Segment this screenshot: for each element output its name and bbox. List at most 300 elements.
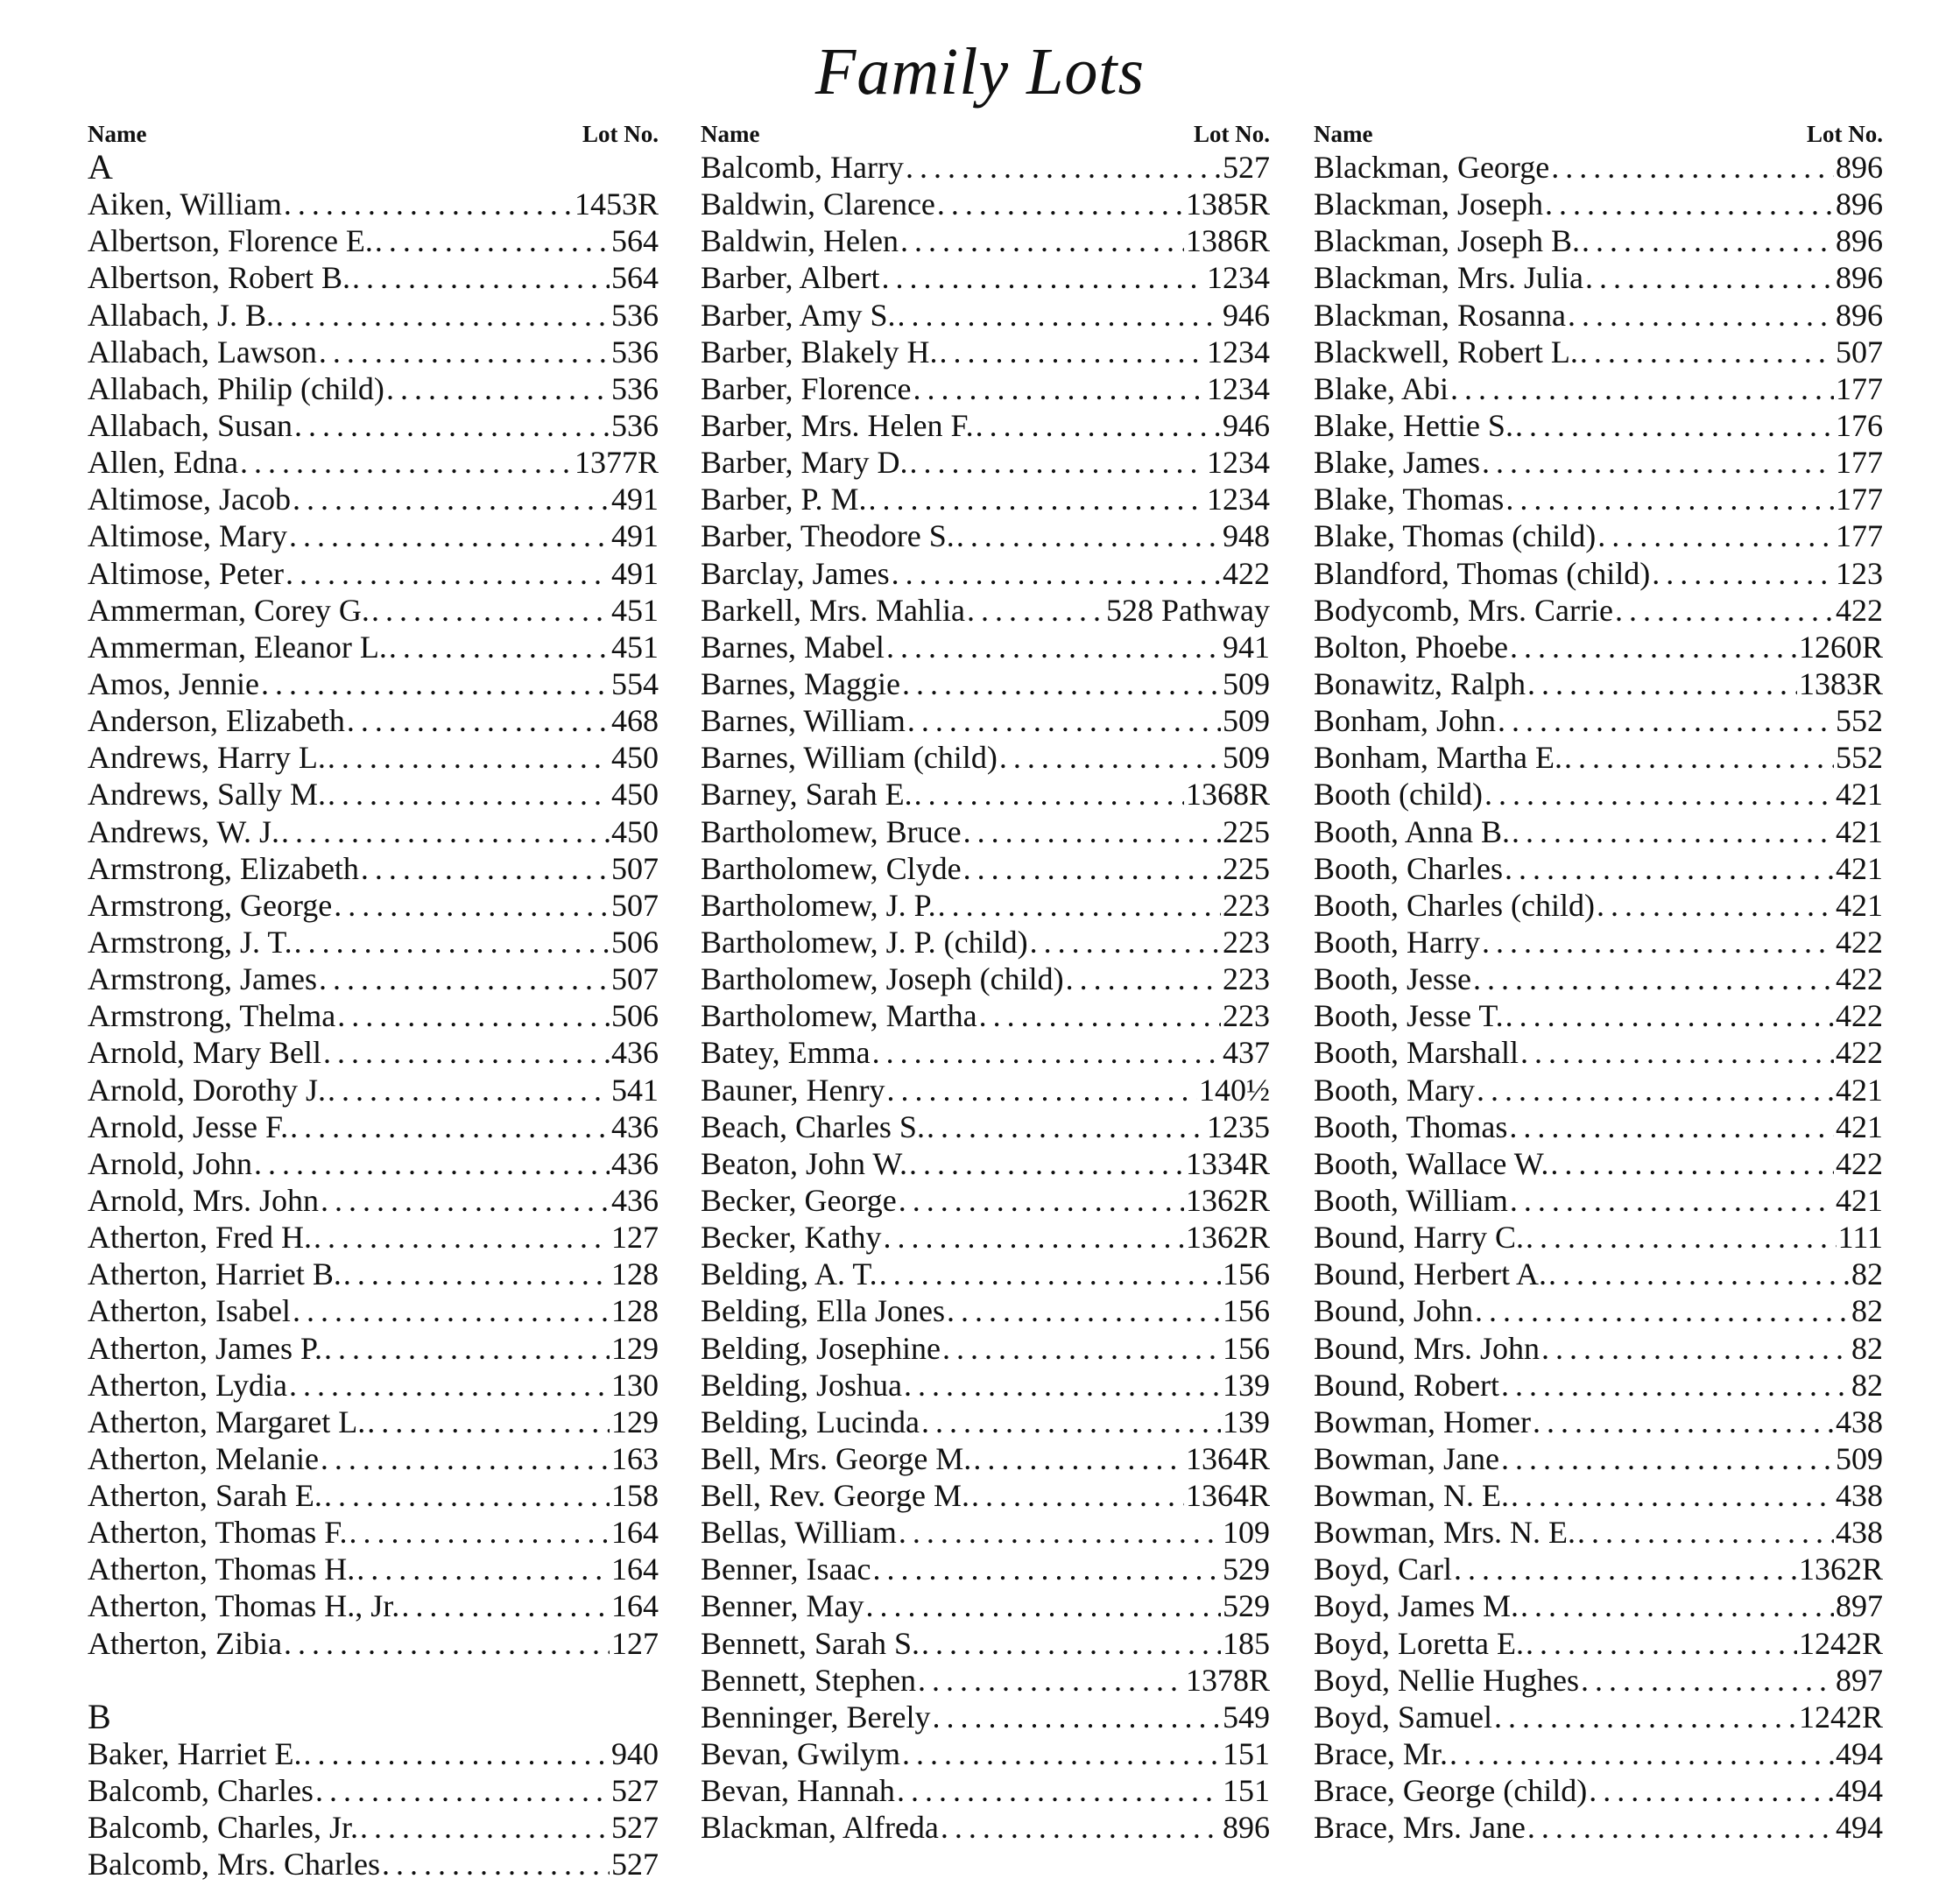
- entry-name: Boyd, Loretta E.: [1314, 1625, 1524, 1661]
- entry-name: Bell, Rev. George M.: [701, 1478, 969, 1514]
- dot-leader: [1510, 1182, 1834, 1219]
- entry-name: Booth, William: [1314, 1182, 1508, 1218]
- dot-leader: [976, 407, 1221, 444]
- entry-name: Bound, Harry C.: [1314, 1220, 1524, 1256]
- entry-name: Barber, Theodore S.: [701, 518, 955, 554]
- list-item: [1314, 1367, 1883, 1404]
- dot-leader: [290, 1108, 610, 1145]
- entry-lot-number: 437: [1223, 1035, 1270, 1071]
- entry-name: Bartholomew, Bruce: [701, 813, 962, 849]
- dot-leader: [939, 334, 1205, 370]
- dot-leader: [349, 1514, 610, 1551]
- entry-lot-number: 507: [1836, 334, 1883, 369]
- dot-leader: [1533, 1404, 1834, 1440]
- entry-lot-number: 139: [1223, 1367, 1270, 1403]
- dot-leader: [971, 1477, 1184, 1514]
- dot-leader: [1511, 1477, 1834, 1514]
- entry-name: Bound, Mrs. John: [1314, 1330, 1541, 1366]
- entry-name: Barnes, Maggie: [701, 665, 900, 701]
- entry-lot-number: 1234: [1207, 370, 1270, 406]
- entry-name: Bonham, Martha E.: [1314, 740, 1562, 776]
- dot-leader: [869, 481, 1205, 517]
- entry-name: Batey, Emma: [701, 1035, 871, 1071]
- entry-lot-number: 1364R: [1185, 1478, 1270, 1514]
- list-item: [701, 1292, 1270, 1329]
- list-item: [88, 1034, 659, 1071]
- list-item: [1314, 481, 1883, 517]
- dot-leader: [367, 1404, 610, 1440]
- list-item: [1314, 1809, 1883, 1846]
- list-item: [88, 1735, 659, 1772]
- list-item: [1314, 370, 1883, 407]
- list-item: [88, 222, 659, 259]
- dot-leader: [294, 924, 610, 961]
- entry-name: Barber, Mrs. Helen F.: [701, 407, 974, 443]
- dot-leader: [1509, 1108, 1834, 1145]
- entry-lot-number: 1453R: [574, 186, 659, 222]
- entry-name: Allabach, Philip (child): [88, 370, 384, 406]
- entry-name: Bartholomew, Clyde: [701, 850, 962, 886]
- entry-lot-number: 1362R: [1798, 1552, 1883, 1587]
- dot-leader: [1589, 1772, 1834, 1809]
- dot-leader: [937, 186, 1184, 222]
- entry-lot-number: 139: [1223, 1404, 1270, 1439]
- entry-lot-number: 422: [1836, 1145, 1883, 1181]
- dot-leader: [1527, 665, 1797, 702]
- list-item: [701, 1072, 1270, 1108]
- entry-name: Allen, Edna: [88, 445, 238, 481]
- entry-name: Belding, Josephine: [701, 1330, 941, 1366]
- entry-name: Booth, Mary: [1314, 1072, 1475, 1108]
- page-title: Family Lots: [814, 35, 1146, 109]
- entry-lot-number: 223: [1223, 887, 1270, 923]
- entry-lot-number: 156: [1223, 1256, 1270, 1292]
- section-spacer: [88, 1662, 659, 1699]
- entry-name: Bowman, Mrs. N. E.: [1314, 1515, 1576, 1551]
- dot-leader: [1564, 739, 1834, 776]
- entry-name: Bartholomew, J. P.: [701, 887, 936, 923]
- section-letter: B: [88, 1696, 111, 1736]
- list-item: [701, 186, 1270, 222]
- dot-leader: [323, 1034, 610, 1071]
- entry-name: Blackman, George: [1314, 150, 1550, 185]
- entry-name: Booth, Charles: [1314, 850, 1503, 886]
- entry-name: Bell, Mrs. George M.: [701, 1440, 972, 1476]
- list-item: [701, 1367, 1270, 1404]
- entry-lot-number: 541: [611, 1072, 659, 1108]
- dot-leader: [1526, 1219, 1837, 1256]
- dot-leader: [303, 1735, 610, 1772]
- entry-name: Beaton, John W.: [701, 1145, 908, 1181]
- entry-lot-number: 1377R: [574, 445, 659, 481]
- entry-lot-number: 451: [611, 592, 659, 628]
- entry-lot-number: 129: [611, 1330, 659, 1366]
- dot-leader: [1501, 1367, 1850, 1404]
- list-item: [88, 1625, 659, 1662]
- entry-lot-number: 509: [1223, 703, 1270, 739]
- entry-lot-number: 163: [611, 1440, 659, 1476]
- entry-name: Bolton, Phoebe: [1314, 629, 1508, 665]
- dot-leader: [1510, 629, 1797, 665]
- entry-name: Barber, Albert: [701, 260, 880, 296]
- list-item: [701, 997, 1270, 1034]
- entry-name: Benner, May: [701, 1588, 864, 1624]
- column-2: [701, 119, 1270, 1846]
- dot-leader: [956, 517, 1221, 554]
- entry-lot-number: 948: [1223, 518, 1270, 554]
- list-item: [88, 481, 659, 517]
- entry-name: Brace, Mrs. Jane: [1314, 1810, 1526, 1846]
- entry-name: Albertson, Robert B.: [88, 260, 350, 296]
- entry-name: Benninger, Berely: [701, 1699, 931, 1735]
- list-item: [1314, 1404, 1883, 1440]
- list-item: [701, 1108, 1270, 1145]
- dot-leader: [289, 517, 610, 554]
- list-item: [701, 481, 1270, 517]
- entry-lot-number: 1385R: [1185, 186, 1270, 222]
- entry-name: Booth, Jesse: [1314, 961, 1471, 997]
- dot-leader: [1550, 1145, 1834, 1182]
- list-item: [88, 887, 659, 924]
- entry-lot-number: 552: [1836, 703, 1883, 739]
- dot-leader: [294, 407, 610, 444]
- entry-lot-number: 156: [1223, 1293, 1270, 1329]
- entry-name: Atherton, James P.: [88, 1330, 322, 1366]
- dot-leader: [324, 1330, 610, 1367]
- dot-leader: [900, 222, 1184, 259]
- list-item: [1314, 1330, 1883, 1367]
- entry-name: Andrews, W. J.: [88, 813, 280, 849]
- entry-name: Bennett, Stephen: [701, 1662, 916, 1698]
- name-column-label: Name: [701, 121, 760, 147]
- list-item: [88, 1404, 659, 1440]
- dot-leader: [1505, 481, 1834, 517]
- entry-lot-number: 1242R: [1798, 1699, 1883, 1735]
- dot-leader: [1454, 1551, 1797, 1587]
- dot-leader: [361, 850, 610, 887]
- list-item: [1314, 1514, 1883, 1551]
- entry-name: Arnold, Mary Bell: [88, 1035, 321, 1071]
- entry-lot-number: 529: [1223, 1552, 1270, 1587]
- dot-leader: [240, 444, 573, 481]
- lot-column-label: Lot No.: [1807, 121, 1883, 147]
- entry-lot-number: 507: [611, 961, 659, 997]
- dot-leader: [314, 1219, 610, 1256]
- dot-leader: [352, 259, 610, 296]
- entry-lot-number: 1386R: [1185, 223, 1270, 259]
- entry-lot-number: 156: [1223, 1330, 1270, 1366]
- list-item: [88, 1551, 659, 1587]
- dot-leader: [254, 1145, 610, 1182]
- list-item: [1314, 407, 1883, 444]
- dot-leader: [1541, 1330, 1850, 1367]
- dot-leader: [1582, 222, 1834, 259]
- list-item: [1314, 555, 1883, 592]
- entry-name: Boyd, Samuel: [1314, 1699, 1492, 1735]
- entry-lot-number: 536: [611, 407, 659, 443]
- dot-leader: [1526, 1625, 1797, 1662]
- list-item: [701, 1809, 1270, 1846]
- entry-lot-number: 491: [611, 555, 659, 591]
- list-item: [88, 259, 659, 296]
- list-item: [1314, 1477, 1883, 1514]
- dot-leader: [1030, 924, 1221, 961]
- list-item: [1314, 813, 1883, 850]
- list-item: [88, 1219, 659, 1256]
- entry-lot-number: 896: [1836, 150, 1883, 185]
- entry-lot-number: 494: [1836, 1810, 1883, 1846]
- entry-name: Altimose, Mary: [88, 518, 287, 554]
- list-item: [88, 1846, 659, 1882]
- entry-name: Bevan, Hannah: [701, 1773, 895, 1809]
- dot-leader: [938, 887, 1221, 924]
- dot-leader: [334, 887, 610, 924]
- list-item: [1314, 1145, 1883, 1182]
- dot-leader: [1484, 776, 1834, 813]
- list-item: [701, 334, 1270, 370]
- entry-lot-number: 185: [1223, 1625, 1270, 1661]
- list-item: [88, 739, 659, 776]
- entry-lot-number: 450: [611, 777, 659, 813]
- dot-leader: [967, 592, 1104, 629]
- entry-lot-number: 436: [611, 1108, 659, 1144]
- entry-lot-number: 451: [611, 629, 659, 665]
- list-item: [1314, 259, 1883, 296]
- list-item: [1314, 1034, 1883, 1071]
- entry-lot-number: 549: [1223, 1699, 1270, 1735]
- entry-lot-number: 1362R: [1185, 1220, 1270, 1256]
- entry-name: Altimose, Jacob: [88, 482, 291, 517]
- entry-lot-number: 436: [611, 1035, 659, 1071]
- entry-name: Barber, P. M.: [701, 482, 867, 517]
- entry-name: Bennett, Sarah S.: [701, 1625, 920, 1661]
- dot-leader: [963, 850, 1221, 887]
- entry-lot-number: 158: [611, 1478, 659, 1514]
- dot-leader: [382, 1846, 610, 1882]
- entry-name: Atherton, Zibia: [88, 1625, 282, 1661]
- entry-lot-number: 422: [1223, 555, 1270, 591]
- dot-leader: [999, 739, 1221, 776]
- list-item: [88, 1440, 659, 1477]
- entry-name: Atherton, Lydia: [88, 1367, 287, 1403]
- entry-name: Andrews, Sally M.: [88, 777, 326, 813]
- list-item: [701, 517, 1270, 554]
- entry-lot-number: 223: [1223, 961, 1270, 997]
- entry-lot-number: 450: [611, 813, 659, 849]
- entry-lot-number: 468: [611, 703, 659, 739]
- dot-leader: [913, 370, 1205, 407]
- lot-column-label: Lot No.: [1194, 121, 1270, 147]
- entry-name: Bound, John: [1314, 1293, 1474, 1329]
- entry-lot-number: 82: [1851, 1256, 1883, 1292]
- list-item: [88, 370, 659, 407]
- dot-leader: [1520, 1034, 1834, 1071]
- entry-lot-number: 946: [1223, 407, 1270, 443]
- list-item: [1314, 1772, 1883, 1809]
- entry-lot-number: 494: [1836, 1736, 1883, 1772]
- list-item: [701, 924, 1270, 961]
- dot-leader: [293, 481, 610, 517]
- entry-lot-number: 421: [1836, 1072, 1883, 1108]
- list-item: [1314, 702, 1883, 739]
- list-item: [1314, 592, 1883, 629]
- column-header: [88, 119, 659, 149]
- list-item: [88, 1330, 659, 1367]
- dot-leader: [886, 1072, 1197, 1108]
- entry-name: Boyd, Nellie Hughes: [1314, 1662, 1579, 1698]
- entry-lot-number: 896: [1836, 260, 1883, 296]
- entry-lot-number: 536: [611, 334, 659, 369]
- dot-leader: [1515, 407, 1834, 444]
- dot-leader: [1482, 444, 1834, 481]
- dot-leader: [872, 1551, 1221, 1587]
- entry-lot-number: 1234: [1207, 482, 1270, 517]
- entry-lot-number: 527: [611, 1847, 659, 1882]
- list-item: [88, 997, 659, 1034]
- entry-name: Blackman, Rosanna: [1314, 297, 1566, 333]
- dot-leader: [892, 555, 1221, 592]
- dot-leader: [1527, 1809, 1834, 1846]
- entry-name: Barclay, James: [701, 555, 890, 591]
- entry-name: Barney, Sarah E.: [701, 777, 913, 813]
- entry-lot-number: 1368R: [1185, 777, 1270, 813]
- dot-leader: [886, 629, 1221, 665]
- entry-lot-number: 164: [611, 1588, 659, 1624]
- dot-leader: [907, 702, 1221, 739]
- entry-name: Belding, Lucinda: [701, 1404, 920, 1439]
- entry-lot-number: 438: [1836, 1478, 1883, 1514]
- entry-lot-number: 896: [1836, 223, 1883, 259]
- name-column-label: Name: [1314, 121, 1373, 147]
- list-item: [701, 1514, 1270, 1551]
- list-item: [1314, 1292, 1883, 1329]
- entry-name: Barber, Amy S.: [701, 297, 896, 333]
- list-item: [701, 629, 1270, 665]
- list-item: [88, 961, 659, 997]
- entry-name: Allabach, Susan: [88, 407, 293, 443]
- entry-name: Booth (child): [1314, 777, 1483, 813]
- entry-lot-number: 527: [1223, 150, 1270, 185]
- entry-lot-number: 129: [611, 1404, 659, 1439]
- dot-leader: [921, 1625, 1221, 1662]
- dot-leader: [1615, 592, 1834, 629]
- entry-name: Belding, A. T.: [701, 1256, 878, 1292]
- list-item: [701, 592, 1270, 629]
- entry-name: Barber, Blakely H.: [701, 334, 938, 369]
- entry-lot-number: 151: [1223, 1773, 1270, 1809]
- entry-name: Atherton, Thomas H., Jr.: [88, 1588, 400, 1624]
- entry-name: Atherton, Margaret L.: [88, 1404, 366, 1439]
- dot-leader: [284, 1625, 610, 1662]
- entry-lot-number: 896: [1223, 1810, 1270, 1846]
- dot-leader: [979, 997, 1221, 1034]
- entry-name: Ammerman, Eleanor L.: [88, 629, 387, 665]
- entry-lot-number: 527: [611, 1773, 659, 1809]
- dot-leader: [1545, 186, 1834, 222]
- entry-lot-number: 140½: [1199, 1072, 1270, 1108]
- entry-name: Blake, Abi: [1314, 370, 1449, 406]
- dot-leader: [1449, 1735, 1834, 1772]
- dot-leader: [883, 1219, 1184, 1256]
- entry-name: Armstrong, J. T.: [88, 924, 293, 960]
- entry-name: Atherton, Sarah E.: [88, 1478, 322, 1514]
- list-item: [88, 334, 659, 370]
- dot-leader: [973, 1440, 1184, 1477]
- dot-leader: [898, 297, 1221, 334]
- entry-lot-number: 421: [1836, 850, 1883, 886]
- list-item: [88, 1477, 659, 1514]
- list-item: [88, 1182, 659, 1219]
- column-1: [88, 119, 659, 1883]
- entry-name: Barnes, William: [701, 703, 906, 739]
- list-item: [1314, 334, 1883, 370]
- list-item: [701, 1662, 1270, 1699]
- list-item: [701, 1145, 1270, 1182]
- entry-name: Balcomb, Charles, Jr.: [88, 1810, 358, 1846]
- dot-leader: [1505, 997, 1834, 1034]
- entry-name: Bartholomew, J. P. (child): [701, 924, 1028, 960]
- entry-lot-number: 1234: [1207, 445, 1270, 481]
- list-item: [701, 1182, 1270, 1219]
- dot-leader: [276, 297, 610, 334]
- entry-name: Andrews, Harry L.: [88, 740, 326, 776]
- list-item: [701, 444, 1270, 481]
- dot-leader: [1577, 1514, 1834, 1551]
- entry-lot-number: 529: [1223, 1588, 1270, 1624]
- entry-name: Bowman, Jane: [1314, 1440, 1499, 1476]
- dot-leader: [882, 259, 1206, 296]
- entry-name: Allabach, J. B.: [88, 297, 274, 333]
- entry-name: Atherton, Harriet B.: [88, 1256, 342, 1292]
- dot-leader: [1597, 517, 1834, 554]
- entry-name: Brace, Mr.: [1314, 1736, 1448, 1772]
- list-item: [88, 1367, 659, 1404]
- list-item: [1314, 1219, 1883, 1256]
- entry-lot-number: 82: [1851, 1367, 1883, 1403]
- list-item: [701, 1404, 1270, 1440]
- dot-leader: [319, 961, 610, 997]
- entry-lot-number: 897: [1836, 1588, 1883, 1624]
- entry-lot-number: 177: [1836, 518, 1883, 554]
- entry-lot-number: 527: [611, 1810, 659, 1846]
- entry-lot-number: 151: [1223, 1736, 1270, 1772]
- dot-leader: [321, 1440, 610, 1477]
- dot-leader: [386, 370, 610, 407]
- entry-lot-number: 223: [1223, 924, 1270, 960]
- dot-leader: [941, 1809, 1221, 1846]
- entry-lot-number: 436: [611, 1145, 659, 1181]
- entry-lot-number: 164: [611, 1552, 659, 1587]
- list-item: [88, 1514, 659, 1551]
- entry-name: Bartholomew, Martha: [701, 998, 977, 1034]
- entry-name: Booth, Wallace W.: [1314, 1145, 1549, 1181]
- list-item: [88, 592, 659, 629]
- entry-lot-number: 509: [1223, 740, 1270, 776]
- dot-leader: [932, 1699, 1221, 1735]
- dot-leader: [375, 222, 610, 259]
- list-item: [1314, 1440, 1883, 1477]
- entry-name: Balcomb, Charles: [88, 1773, 314, 1809]
- list-item: [1314, 1551, 1883, 1587]
- entry-lot-number: 509: [1223, 665, 1270, 701]
- lot-column-label: Lot No.: [582, 121, 659, 147]
- entry-lot-number: 506: [611, 924, 659, 960]
- list-item: [1314, 149, 1883, 186]
- list-item: [1314, 1182, 1883, 1219]
- entry-name: Bonawitz, Ralph: [1314, 665, 1526, 701]
- entry-lot-number: 438: [1836, 1404, 1883, 1439]
- entry-name: Arnold, John: [88, 1145, 252, 1181]
